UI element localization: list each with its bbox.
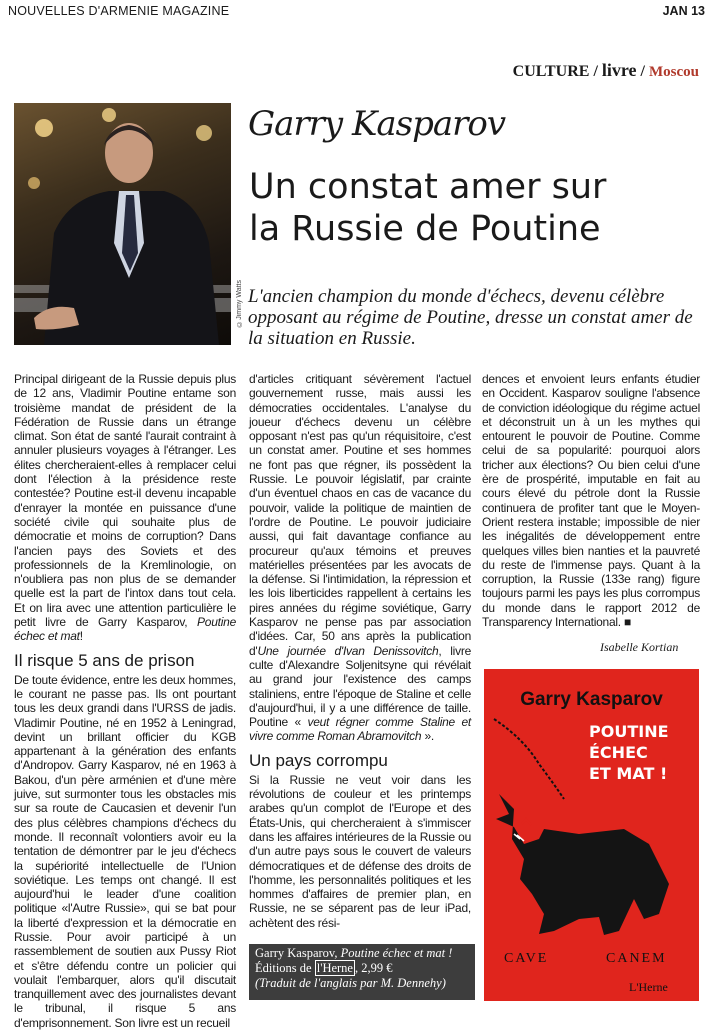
caption-line	[255, 961, 469, 976]
book-cover-title-line: POUTINE	[589, 722, 669, 741]
caption-author: Garry Kasparov,	[255, 946, 341, 960]
rubric-separator: /	[640, 63, 645, 80]
paragraph-text: Principal dirigeant de la Russie depuis plus de 12 ans, Vladimir Poutine entame son troisième mandat de président de la Fédération de Russie dans un étrange climat. Son état de santé l'aurait contraint à annuler plusieurs voyages à l'étranger. Les élites chercheraient-elles à remplacer celui dont l'élection à la présidence reste contestée? Poutine est-il devenu incapable d'enrayer la montée en puissance d'une société civile qui souhaite plus de démocratie et moins de corruption? Dans l'ancien pays des Soviets et des professionnels de la Kremlinologie, on n'oubliera pas non plus de se demander quelle est la part de l'intox dans tout cela. Et on lira avec une attention particulière le petit livre de Garry Kasparov,	[14, 372, 236, 630]
paragraph-text: !	[79, 629, 83, 644]
article-standfirst: L'ancien champion du monde d'échecs, devenu célèbre opposant au régime de Poutine, dresse un constat amer de la situation en Russie.	[248, 286, 693, 349]
rubric-subsection: livre	[601, 60, 637, 80]
article-paragraph	[249, 372, 471, 744]
book-cover-title-line: ET MAT !	[589, 764, 668, 783]
article-paragraph: dences et envoient leurs enfants étudier en Occident. Kasparov souligne l'absence de conviction idéologique du régime actuel et déconstruit un à un les mythes qui entourent le pouvoir de Poutine. Comme celui de sa popularité: pourquoi alors tricher aux élections? Ou bien celui d'une ère de prospérité, imputable en fait au cours élevé du pétrole dont la Russie continuera de profiter tant que le Moyen-Orient restera instable; impossible de nier les inégalités de développement entre quelques villes bien nanties et la pauvreté du reste de l'immense pays. Quant à la corruption, la Russie (133e rang) figure toujours parmi les pays les plus corrompus du monde dans le rapport 2012 de Transparency International. ■	[482, 372, 700, 630]
article-column-1	[14, 372, 236, 1030]
caption-edition: Éditions de	[255, 961, 315, 975]
author-heading: Garry Kasparov	[248, 104, 506, 144]
paragraph-text: , livre culte d'Alexandre Soljenitsyne qui révélait au grand jour l'existence des camps staliniens, entre l'époque de Staline et celle d'aujourd'hui, il y a une différence de taille. Poutine «	[249, 643, 471, 730]
author-photo-illustration	[14, 103, 231, 345]
article-column-2	[249, 372, 471, 930]
rubric-separator: /	[593, 63, 598, 80]
author-photo	[14, 103, 231, 345]
caption-line	[255, 946, 469, 961]
caption-price: , 2,99 €	[354, 961, 393, 975]
book-title-reference: Une journée d'Ivan Denissovitch	[257, 643, 439, 658]
book-cover-author: Garry Kasparov	[520, 689, 663, 710]
article-signature: Isabelle Kortian	[600, 640, 679, 654]
magazine-title: NOUVELLES D'ARMENIE MAGAZINE	[8, 4, 230, 18]
article-paragraph	[14, 372, 236, 644]
rubric-section: CULTURE	[512, 63, 590, 80]
book-cover	[484, 669, 699, 1001]
book-title-reference: Poutine échec et mat	[14, 615, 236, 644]
caption-book-title: Poutine échec et mat !	[340, 946, 453, 960]
book-cover-publisher: L'Herne	[629, 980, 668, 994]
book-cover-title-line: ÉCHEC	[589, 743, 648, 762]
section-rubric	[513, 60, 699, 81]
photo-credit: ©Jimmy Watts	[236, 280, 243, 327]
book-cover-motto-left: CAVE	[504, 951, 549, 966]
book-cover-motto-right: CANEM	[606, 951, 667, 966]
paragraph-text: ».	[421, 729, 434, 744]
article-subheading: Un pays corrompu	[249, 750, 388, 770]
rubric-location: Moscou	[649, 64, 699, 80]
issue-date: JAN 13	[662, 4, 705, 18]
caption-translation: (Traduit de l'anglais par M. Dennehy)	[255, 976, 446, 990]
book-caption	[249, 944, 475, 1000]
article-subheading: Il risque 5 ans de prison	[14, 650, 195, 670]
paragraph-text: d'articles critiquant sévèrement l'actuel gouvernement russe, mais aussi les démocraties occidentales. L'analyse du joueur d'échecs devenu un célèbre opposant n'est pas qu'un réquisitoire, c'est un constat amer. Poutine et ses hommes ne font pas que régner, ils possèdent la Russie. Le pouvoir législatif, par crainte d'un éventuel chaos en cas de vacance du pouvoir, valide la politique de maintien de l'ordre de Poutine. Le pouvoir judiciaire aussi, qui fait davantage confiance au procureur qu'aux témoins et preuves matérielles présentées par les avocats de la défense. Si l'intimidation, la répression et les lois liberticides rappellent à certains les pires années du régime soviétique, Garry Kasparov ne pense pas par association d'idées. Car, 50 ans après la publication d'	[249, 372, 471, 658]
headline-line-1: Un constat amer sur	[249, 167, 607, 207]
article-paragraph: De toute évidence, entre les deux hommes, le courant ne passe pas. Ils ont pourtant tous les deux grandi dans l'URSS de jadis. Vladimir Poutine, né en 1952 à Leningrad, devint un brillant officier du KGB appartenant à la génération des enfants d'Andropov. Garry Kasparov, né en 1963 à Bakou, d'un père arménien et d'une mère juive, sut surmonter tous les obstacles mis sur sa route de Caucasien et devenir l'un des plus célèbres champions d'échecs du monde. Il reconnaît volontiers avoir eu la tentation de démontrer par le jeu d'échecs la supériorité intellectuelle de l'Union soviétique. Les temps ont changé. Il est aujourd'hui le leader d'une coalition politique «l'Autre Russie», qui se bat pour la liberté d'expression et la démocratie en Russie. Pour avoir participé à un rassemblement de soutien aux Pussy Riot et s'être défendu contre un policier qui voulait l'embarquer, alors qu'il discutait tranquillement avec des journalistes devant le tribunal, il risque 5 ans d'emprisonnement. Son livre est un recueil	[14, 672, 236, 1030]
caption-publisher: l'Herne	[316, 961, 353, 975]
article-headline	[249, 166, 669, 250]
headline-line-2: la Russie de Poutine	[249, 209, 601, 249]
quote: veut régner comme Staline et vivre comme Roman Abramovitch	[249, 715, 471, 744]
article-column-3	[482, 372, 700, 629]
article-paragraph: Si la Russie ne veut voir dans les révolutions de couleur et les printemps arabes qu'un complot de l'Europe et des États-Unis, qui chercheraient à s'immiscer dans les affaires intérieures de la Russie ou d'un autre pays sous le couvert de valeurs démocratiques et de défense des droits de l'homme, les personnalités politiques et les hommes d'affaires de premier plan, en Russie, ne se séparent pas de leur iPad, achètent des rési-	[249, 772, 471, 930]
